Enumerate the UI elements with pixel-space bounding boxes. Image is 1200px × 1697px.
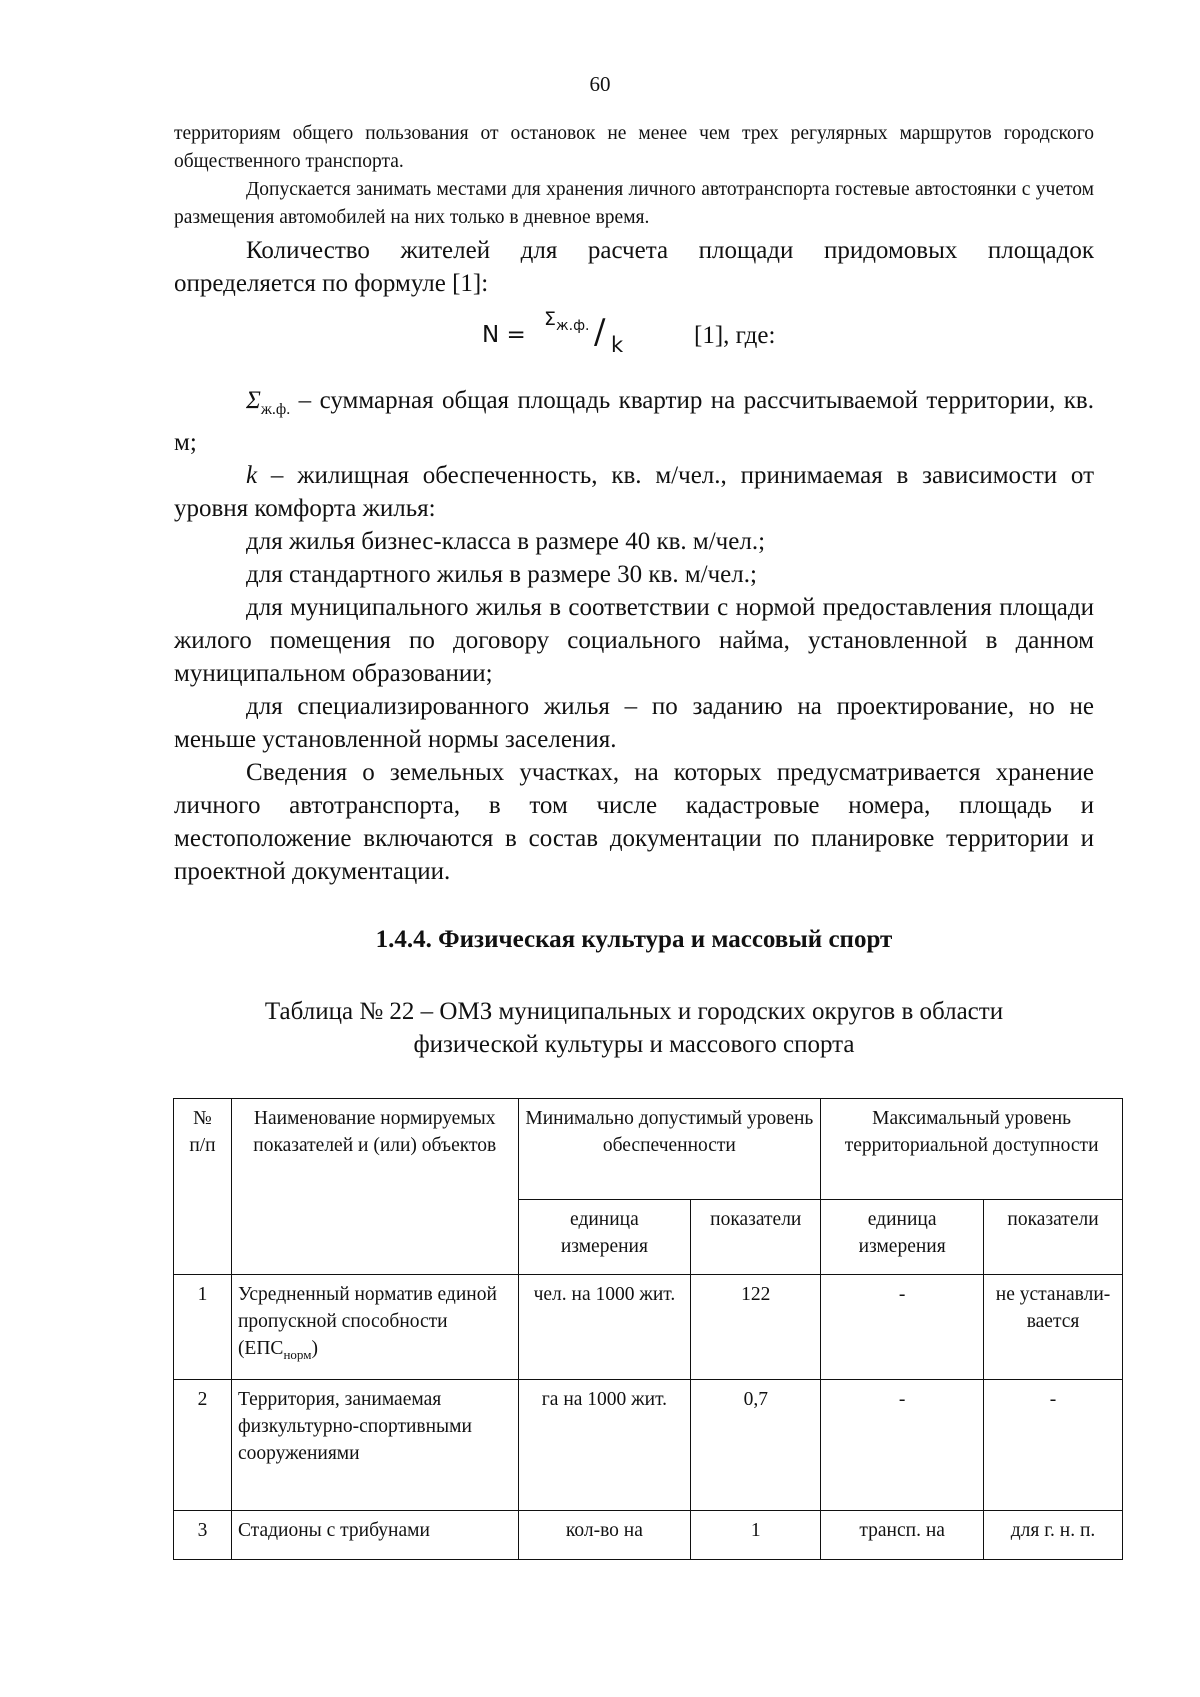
header-num: № п/п	[174, 1099, 232, 1275]
row-2-unit-2: -	[821, 1380, 984, 1511]
paragraph-land-info: Сведения о земельных участках, на которых предусматривается хранение личного автотранспорта, в том числе кадастровые номера, площадь и местоположение включаются в состав документации по планировке территории и проектной документации.	[174, 759, 1094, 885]
table-row	[174, 1275, 1123, 1380]
table-caption-line-2: физической культуры и массового спорта	[413, 1031, 855, 1058]
header-name: Наименование нормируемых показателей и (или) объектов	[231, 1099, 518, 1275]
header-max-level: Максимальный уровень территориальной доступности	[821, 1099, 1123, 1200]
header-min-level: Минимально допустимый уровень обеспеченности	[518, 1099, 821, 1200]
row-1-value-2: не устанавли-вается	[984, 1275, 1123, 1380]
table-row	[174, 1511, 1123, 1560]
k-definition-text: – жилищная обеспеченность, кв. м/чел., принимаемая в зависимости от уровня комфорта жилья:	[174, 462, 1094, 522]
row-1-name-tail: )	[311, 1338, 318, 1359]
row-1-num: 1	[174, 1275, 232, 1380]
row-3-value-2: для г. н. п.	[984, 1511, 1123, 1560]
sigma-definition-text: – суммарная общая площадь квартир на рассчитываемой территории, кв. м;	[174, 387, 1094, 456]
row-3-unit-2: трансп. на	[821, 1511, 984, 1560]
row-2-unit: га на 1000 жит.	[518, 1380, 691, 1511]
formula-sigma-sub: ж.ф.	[556, 317, 590, 334]
row-1-value: 122	[691, 1275, 821, 1380]
row-2-value-2: -	[984, 1380, 1123, 1511]
sigma-symbol: Σ	[246, 387, 261, 414]
table-caption-line-1: Таблица № 22 – ОМЗ муниципальных и городских округов в области	[264, 998, 1004, 1025]
formula-slash: /	[594, 312, 606, 352]
table-caption	[174, 995, 1094, 1061]
table-header-row-1	[174, 1099, 1123, 1200]
page-number: 60	[589, 72, 611, 96]
body-text-large	[174, 234, 1094, 888]
formula	[174, 300, 1094, 370]
header-unit-2: единица измерения	[821, 1200, 984, 1275]
section-heading: 1.4.4. Физическая культура и массовый спорт	[375, 926, 893, 953]
header-indicator: показатели	[691, 1200, 821, 1275]
header-unit: единица измерения	[518, 1200, 691, 1275]
paragraph-residents-count: Количество жителей для расчета площади придомовых площадок определяется по формуле [1]:	[174, 237, 1094, 297]
row-1-name-sub: норм	[283, 1346, 312, 1362]
section-block	[174, 926, 1094, 954]
paragraph-k-definition	[174, 459, 1094, 525]
sport-norms-table	[173, 1098, 1123, 1560]
paragraph-municipal-housing: для муниципального жилья в соответствии с нормой предоставления площади жилого помещения по договору социального найма, установленной в данном муниципальном образовании;	[174, 594, 1094, 687]
paragraph-sigma-definition	[174, 384, 1094, 459]
row-3-value: 1	[691, 1511, 821, 1560]
row-1-unit: чел. на 1000 жит.	[518, 1275, 691, 1380]
table-row	[174, 1380, 1123, 1511]
body-text-small	[174, 120, 1094, 232]
formula-sigma: Σ	[544, 308, 557, 330]
row-1-unit-2: -	[821, 1275, 984, 1380]
row-1-name	[231, 1275, 518, 1380]
paragraph-transit: территориям общего пользования от остановок не менее чем трех регулярных маршрутов городского общественного транспорта.	[174, 123, 1094, 172]
row-3-name: Стадионы с трибунами	[231, 1511, 518, 1560]
header-indicator-2: показатели	[984, 1200, 1123, 1275]
row-2-value: 0,7	[691, 1380, 821, 1511]
formula-reference: [1], где:	[694, 322, 776, 349]
sigma-sub: ж.ф.	[260, 401, 291, 418]
row-3-num: 3	[174, 1511, 232, 1560]
paragraph-business-class: для жилья бизнес-класса в размере 40 кв. м/чел.;	[246, 528, 766, 555]
formula-numerator	[544, 308, 590, 334]
paragraph-special-housing: для специализированного жилья – по заданию на проектирование, но не меньше установленной нормы заселения.	[174, 693, 1094, 753]
row-1-name-text: Усредненный норматив единой пропускной способности (ЕПС	[237, 1284, 497, 1359]
paragraph-standard-housing: для стандартного жилья в размере 30 кв. м/чел.;	[246, 561, 757, 588]
row-2-num: 2	[174, 1380, 232, 1511]
paragraph-guest-parking: Допускается занимать местами для хранения личного автотранспорта гостевые автостоянки с учетом размещения автомобилей на них только в дневное время.	[174, 179, 1094, 228]
formula-denominator: k	[611, 333, 624, 357]
row-2-name: Территория, занимаемая физкультурно-спортивными сооружениями	[231, 1380, 518, 1511]
row-3-unit: кол-во на	[518, 1511, 691, 1560]
formula-lhs: N =	[482, 322, 526, 348]
k-symbol: k	[246, 462, 258, 489]
